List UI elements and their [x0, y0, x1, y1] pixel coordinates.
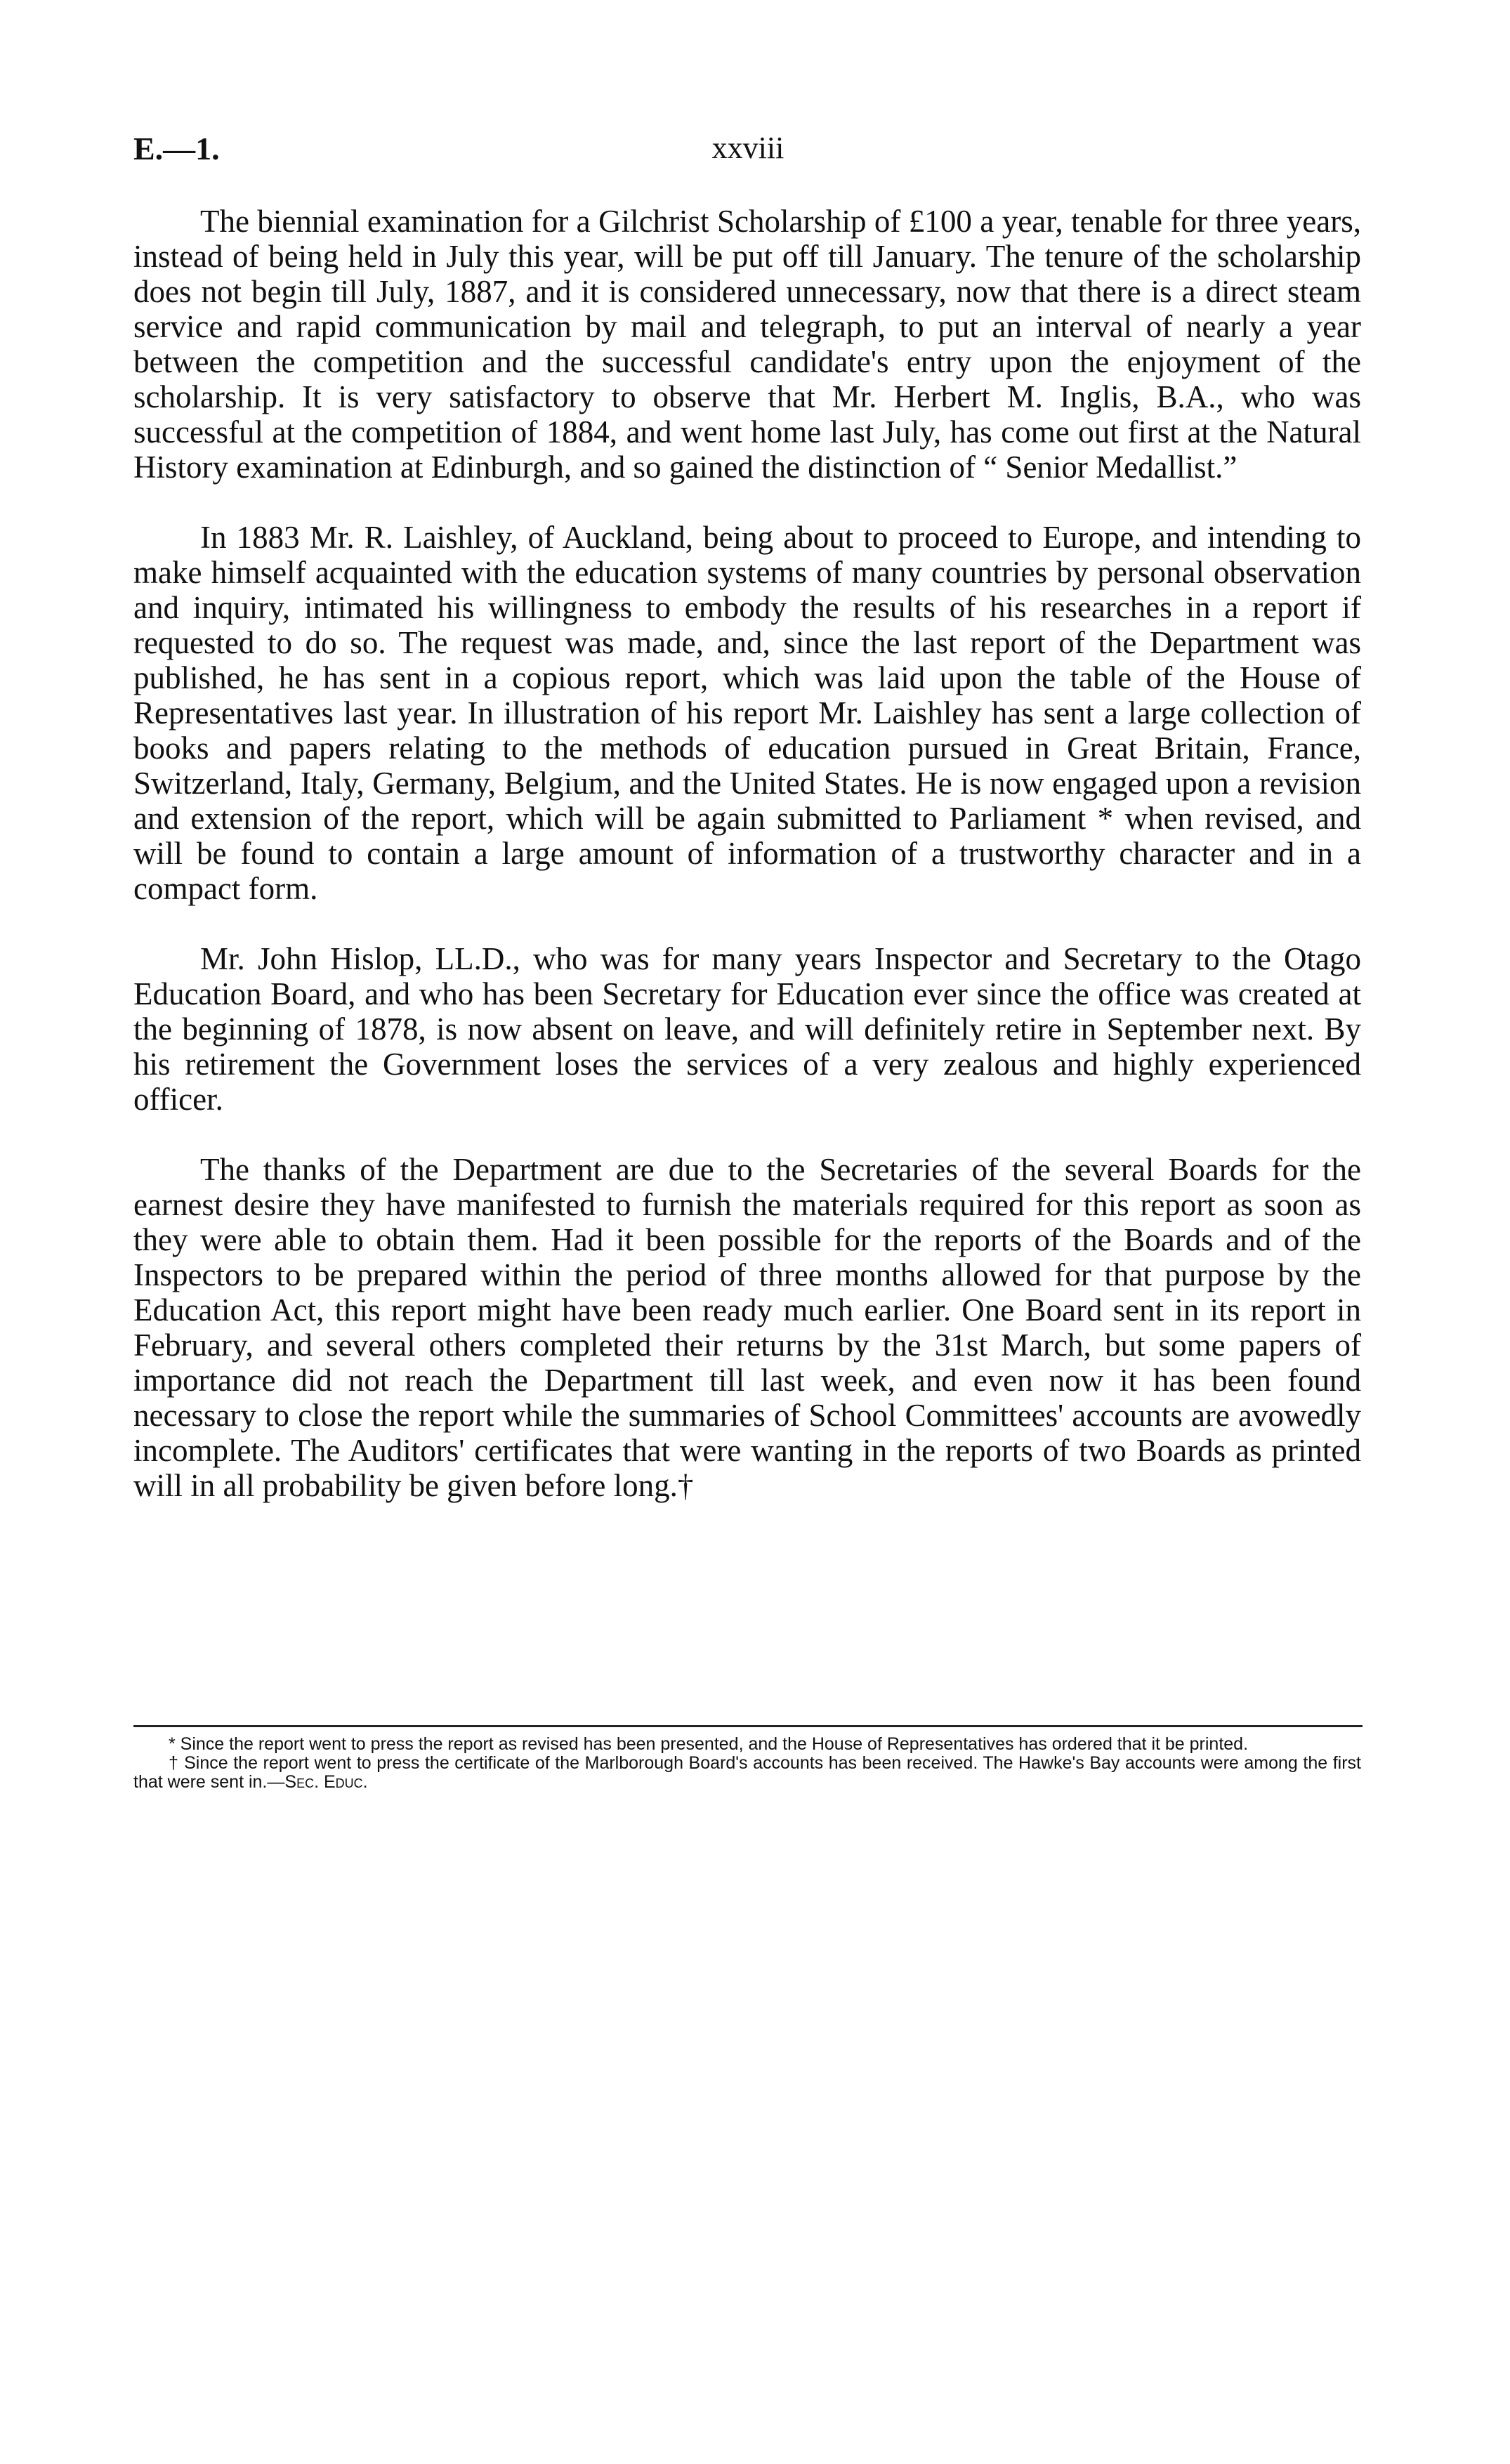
page-number: xxviii [711, 131, 784, 165]
paragraph-thanks-secretaries: The thanks of the Department are due to the Secretaries of the several Boards for the earnest desire they have manifested to furnish the materials required for this report as soon as they were able to obtain them. Had it been possible for the reports of the Boards and of the Inspectors to be prepared within the period of three months allowed for that purpose by the Education Act, this report might have been ready much earlier. One Board sent in its report in February, and several others completed their returns by the 31st March, but some papers of importance did not reach the Department till last week, and even now it has been found necessary to close the report while the summaries of School Committees' accounts are avowedly incomplete. The Auditors' certificates that were wanting in the reports of two Boards as printed will in all probability be given before long.† [133, 1152, 1361, 1503]
page-header [133, 130, 1363, 172]
document-code: E.—1. [133, 131, 220, 166]
paragraph-hislop-retirement: Mr. John Hislop, LL.D., who was for many years Inspector and Secretary to the Otago Education Board, and who has been Secretary for Education ever since the office was created at the beginning of 1878, is now absent on leave, and will definitely retire in September next. By his retirement the Government loses the services of a very zealous and highly experienced officer. [133, 941, 1361, 1117]
footnote-divider [133, 1725, 1363, 1727]
footnote-dagger [133, 1754, 1361, 1792]
footnotes [133, 1735, 1361, 1792]
paragraph-laishley-report: In 1883 Mr. R. Laishley, of Auckland, being about to proceed to Europe, and intending to make himself acquainted with the education systems of many countries by personal observation and inquiry, intimated his willingness to embody the results of his researches in a report if requested to do so. The request was made, and, since the last report of the Department was published, he has sent in a copious report, which was laid upon the table of the House of Representatives last year. In illustration of his report Mr. Laishley has sent a large collection of books and papers relating to the methods of education pursued in Great Britain, France, Switzerland, Italy, Germany, Belgium, and the United States. He is now engaged upon a revision and extension of the report, which will be again submitted to Parliament * when revised, and will be found to contain a large amount of information of a trustworthy character and in a compact form. [133, 520, 1361, 906]
footnote-signature: Sec. Educ. [284, 1772, 368, 1792]
footnote-dagger-text: † Since the report went to press the certificate of the Marlborough Board's accounts has been received. The Hawke's Bay accounts were among the first that were sent in.— [133, 1753, 1361, 1792]
body-text [133, 204, 1361, 1538]
footnote-asterisk: * Since the report went to press the report as revised has been presented, and the House of Representatives has ordered that it be printed. [169, 1734, 1249, 1754]
paragraph-gilchrist-scholarship: The biennial examination for a Gilchrist Scholarship of £100 a year, tenable for three years, instead of being held in July this year, will be put off till January. The tenure of the scholarship does not begin till July, 1887, and it is considered unnecessary, now that there is a direct steam service and rapid communication by mail and telegraph, to put an interval of nearly a year between the competition and the successful candidate's entry upon the enjoyment of the scholarship. It is very satisfactory to observe that Mr. Herbert M. Inglis, B.A., who was successful at the competition of 1884, and went home last July, has come out first at the Natural History examination at Edinburgh, and so gained the distinction of “ Senior Medallist.” [133, 204, 1361, 485]
